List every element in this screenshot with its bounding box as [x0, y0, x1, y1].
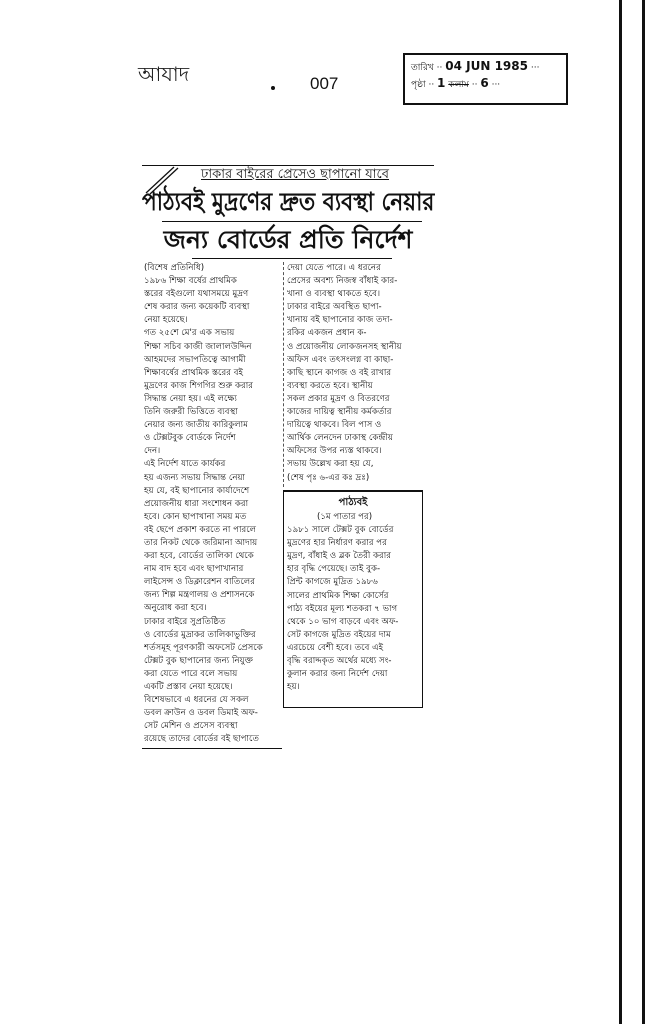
text-line: জন্য শিল্প মন্ত্রণালয় ও প্রশাসনকে [144, 590, 255, 601]
text-line: হয় এজন্য সভায় সিদ্ধান্ত নেয়া [144, 472, 246, 483]
page-number: 007 [310, 74, 339, 93]
column-value: 6 [480, 76, 489, 90]
text-line: হবে। কোন ছাপাখানা সময় মত [144, 511, 247, 522]
text-line: রয়েছে তাদের বোর্ডের বই ছাপাতে [144, 734, 259, 745]
article-headline-line2: জন্য বোর্ডের প্রতি নির্দেশ [163, 225, 413, 254]
text-line: শেষ করার জন্য কয়েকটি ব্যবস্থা [144, 302, 250, 313]
text-line: করা হবে, বোর্ডের তালিকা থেকে [144, 551, 254, 562]
text-line: দেয়া যেতে পারে। এ ধরনের [287, 263, 381, 273]
text-line: বৃদ্ধি বরাদ্দকৃত অর্থের মধ্যে সং- [287, 656, 392, 667]
newspaper-clipping [142, 165, 434, 750]
text-line: কুলান করার জন্য নির্দেশ দেয়া [287, 669, 388, 680]
text-line: ঢাকার বাইরে সুপ্রতিষ্ঠিত [144, 616, 226, 627]
clip-top-border [142, 165, 434, 166]
text-line: বিশেষভাবে এ ধরনের যে সকল [144, 695, 249, 706]
text-line: সকল প্রকার মুদ্রণ ও বিতরণের [287, 393, 390, 404]
text-line: অফিস এবং তৎসংলগ্ন বা কাছা- [287, 354, 394, 365]
text-line: সালের প্রাথমিক শিক্ষা কোর্সের [287, 590, 389, 601]
text-line: ও বোর্ডের মুদ্রাকর তালিকাভুক্তির [144, 629, 256, 640]
text-line: সেট মেশিন ও প্রসেস ব্যবস্থা [144, 721, 238, 732]
text-line: টেক্সট বুক ছাপানোর জন্য নিযুক্ত [144, 655, 253, 666]
continuation-title: পাঠ্যবই [338, 497, 368, 508]
continuation-box [283, 490, 423, 708]
text-line: সেট কাগজে মুদ্রিত বইয়ের দাম [287, 629, 391, 640]
text-line: দেন। [144, 446, 161, 457]
text-line: খানায় বই ছাপানোর কাজ তদা- [287, 315, 393, 326]
text-line: হয়। [287, 682, 300, 693]
text-line: বই ছেপে প্রকাশ করতে না পারলে [144, 524, 257, 535]
text-line: (শেষ পৃঃ ৬-এর কঃ দ্রঃ) [287, 472, 370, 483]
scan-margin-line [619, 0, 622, 1024]
text-line: শিক্ষা সচিব কাজী জালালউদ্দিন [144, 341, 252, 352]
text-line: আহমদের সভাপতিত্বে আগামী [144, 354, 246, 365]
text-line: শিক্ষাবর্ষের প্রাথমিক স্তরের বই [144, 367, 243, 378]
text-line: একটি প্রস্তাব নেয়া হয়েছে। [144, 682, 233, 692]
continuation-text [284, 509, 422, 696]
text-line: প্রয়োজনীয় ধারা সংশোধন করা [144, 498, 249, 509]
date-value: 04 JUN 1985 [445, 59, 528, 73]
archive-stamp: তারিখ ·· 04 JUN 1985 ··· পৃষ্ঠা ·· 1 কলাম ·· 6 ··· [403, 53, 568, 105]
column-label: কলাম [448, 80, 469, 90]
text-line: তার নিকট থেকে জরিমানা আদায় [144, 537, 258, 548]
text-line: ডবল ক্রাউন ও ডবল ডিমাই অফ- [144, 708, 258, 719]
text-line: সভায় উল্লেখ করা হয় যে, [287, 459, 374, 470]
text-line: প্রিন্ট কাগজে মুদ্রিত ১৯৮৬ [287, 577, 378, 588]
text-line: তিনি জরুরী ভিত্তিতে ব্যবস্থা [144, 407, 238, 418]
date-label: তারিখ [411, 63, 434, 73]
text-line: কাছি স্থানে কাগজ ও বই রাখার [287, 367, 392, 378]
column-divider [283, 262, 284, 487]
text-line: প্রেসের অবশ্য নিজস্ব বাঁধাই কার- [287, 276, 398, 287]
text-line: (বিশেষ প্রতিনিধি) [144, 263, 205, 273]
text-line: থেকে ১০ ভাগ বাড়বে এবং অফ- [287, 616, 399, 627]
article-right-column [287, 262, 432, 485]
text-line: শর্তসমূহ পূরণকারী অফসেট প্রেসকে [144, 642, 263, 653]
text-line: পাঠ্য বইয়ের মূল্য শতকরা ৭ ভাগ [287, 603, 398, 614]
article-headline-line1: পাঠ্যবই মুদ্রণের দ্রুত ব্যবস্থা নেয়ার [142, 187, 435, 216]
text-line: মুদ্রণের হার নির্ধারণ করার পর [287, 538, 387, 549]
text-line: রকির একজন প্রধান ক- [287, 328, 367, 339]
text-line: অনুরোধ করা হবে। [144, 603, 207, 614]
text-line: দায়িত্বে থাকবে। বিল পাস ও [287, 420, 382, 431]
text-line: নেয়ার জন্য জাতীয় কারিকুলাম [144, 420, 248, 431]
text-line: ব্যবস্থা করতে হবে। স্থানীয় [287, 380, 373, 391]
text-line: ১৯৮১ সালে টেক্সট বুক বোর্ডের [287, 525, 394, 536]
ink-dot [271, 86, 275, 90]
text-line: নাম বাদ হবে এবং ছাপাখানার [144, 564, 244, 575]
text-line: অফিসের উপর ন্যস্ত থাকবে। [287, 446, 382, 457]
text-line: আর্থিক লেনদেন ঢাকাস্থ কেন্দ্রীয় [287, 433, 393, 444]
handwritten-source-note: আযাদ [138, 62, 190, 86]
text-line: মুদ্রণ, বাঁধাই ও ব্লক তৈরী করার [287, 551, 391, 562]
text-line: হয় যে, বই ছাপানোর কার্যাদেশে [144, 485, 250, 496]
page-value: 1 [437, 76, 446, 90]
text-line: মুদ্রণের কাজ শিগগির শুরু করার [144, 380, 253, 391]
text-line: নেয়া হয়েছে। [144, 315, 188, 326]
text-line: ও টেক্সটবুক বোর্ডকে নির্দেশ [144, 433, 236, 444]
page-label: পৃষ্ঠা [411, 80, 426, 90]
text-line: করা যেতে পারে বলে সভায় [144, 668, 238, 679]
headline-underline [192, 258, 392, 259]
text-line: লাইসেন্স ও ডিক্লারেশন বাতিলের [144, 577, 255, 588]
text-line: সিদ্ধান্ত নেয়া হয়। এই লক্ষ্যে [144, 393, 237, 404]
text-line: স্তরের বইগুলো যথাসময়ে মুদ্রণ [144, 289, 249, 300]
text-line: ঢাকার বাইরে অবস্থিত ছাপা- [287, 302, 382, 313]
text-line: গত ২৫শে মে'র এক সভায় [144, 328, 235, 339]
article-kicker: ঢাকার বাইরের প্রেসেও ছাপানো যাবে [200, 167, 390, 182]
text-line: এরচেয়ে বেশী হবে। তবে এই [287, 642, 384, 653]
text-line: ও প্রয়োজনীয় লোকজনসহ স্থানীয় [287, 341, 402, 352]
headline-underline [162, 221, 422, 222]
text-line: হার বৃদ্ধি পেয়েছে। তাই বুক- [287, 564, 381, 575]
article-left-column [144, 262, 282, 746]
text-line: কাজের দায়িত্ব স্থানীয় কর্মকর্তার [287, 407, 392, 418]
text-line: খানা ও ব্যবস্থা থাকতে হবে। [287, 289, 381, 300]
continuation-from: (১ম পাতার পর) [317, 512, 373, 522]
text-line: এই নির্দেশ যাতে কার্যকর [144, 459, 226, 470]
clip-bottom-border [142, 748, 282, 749]
text-line: ১৯৮৬ শিক্ষা বর্ষের প্রাথমিক [144, 276, 237, 287]
